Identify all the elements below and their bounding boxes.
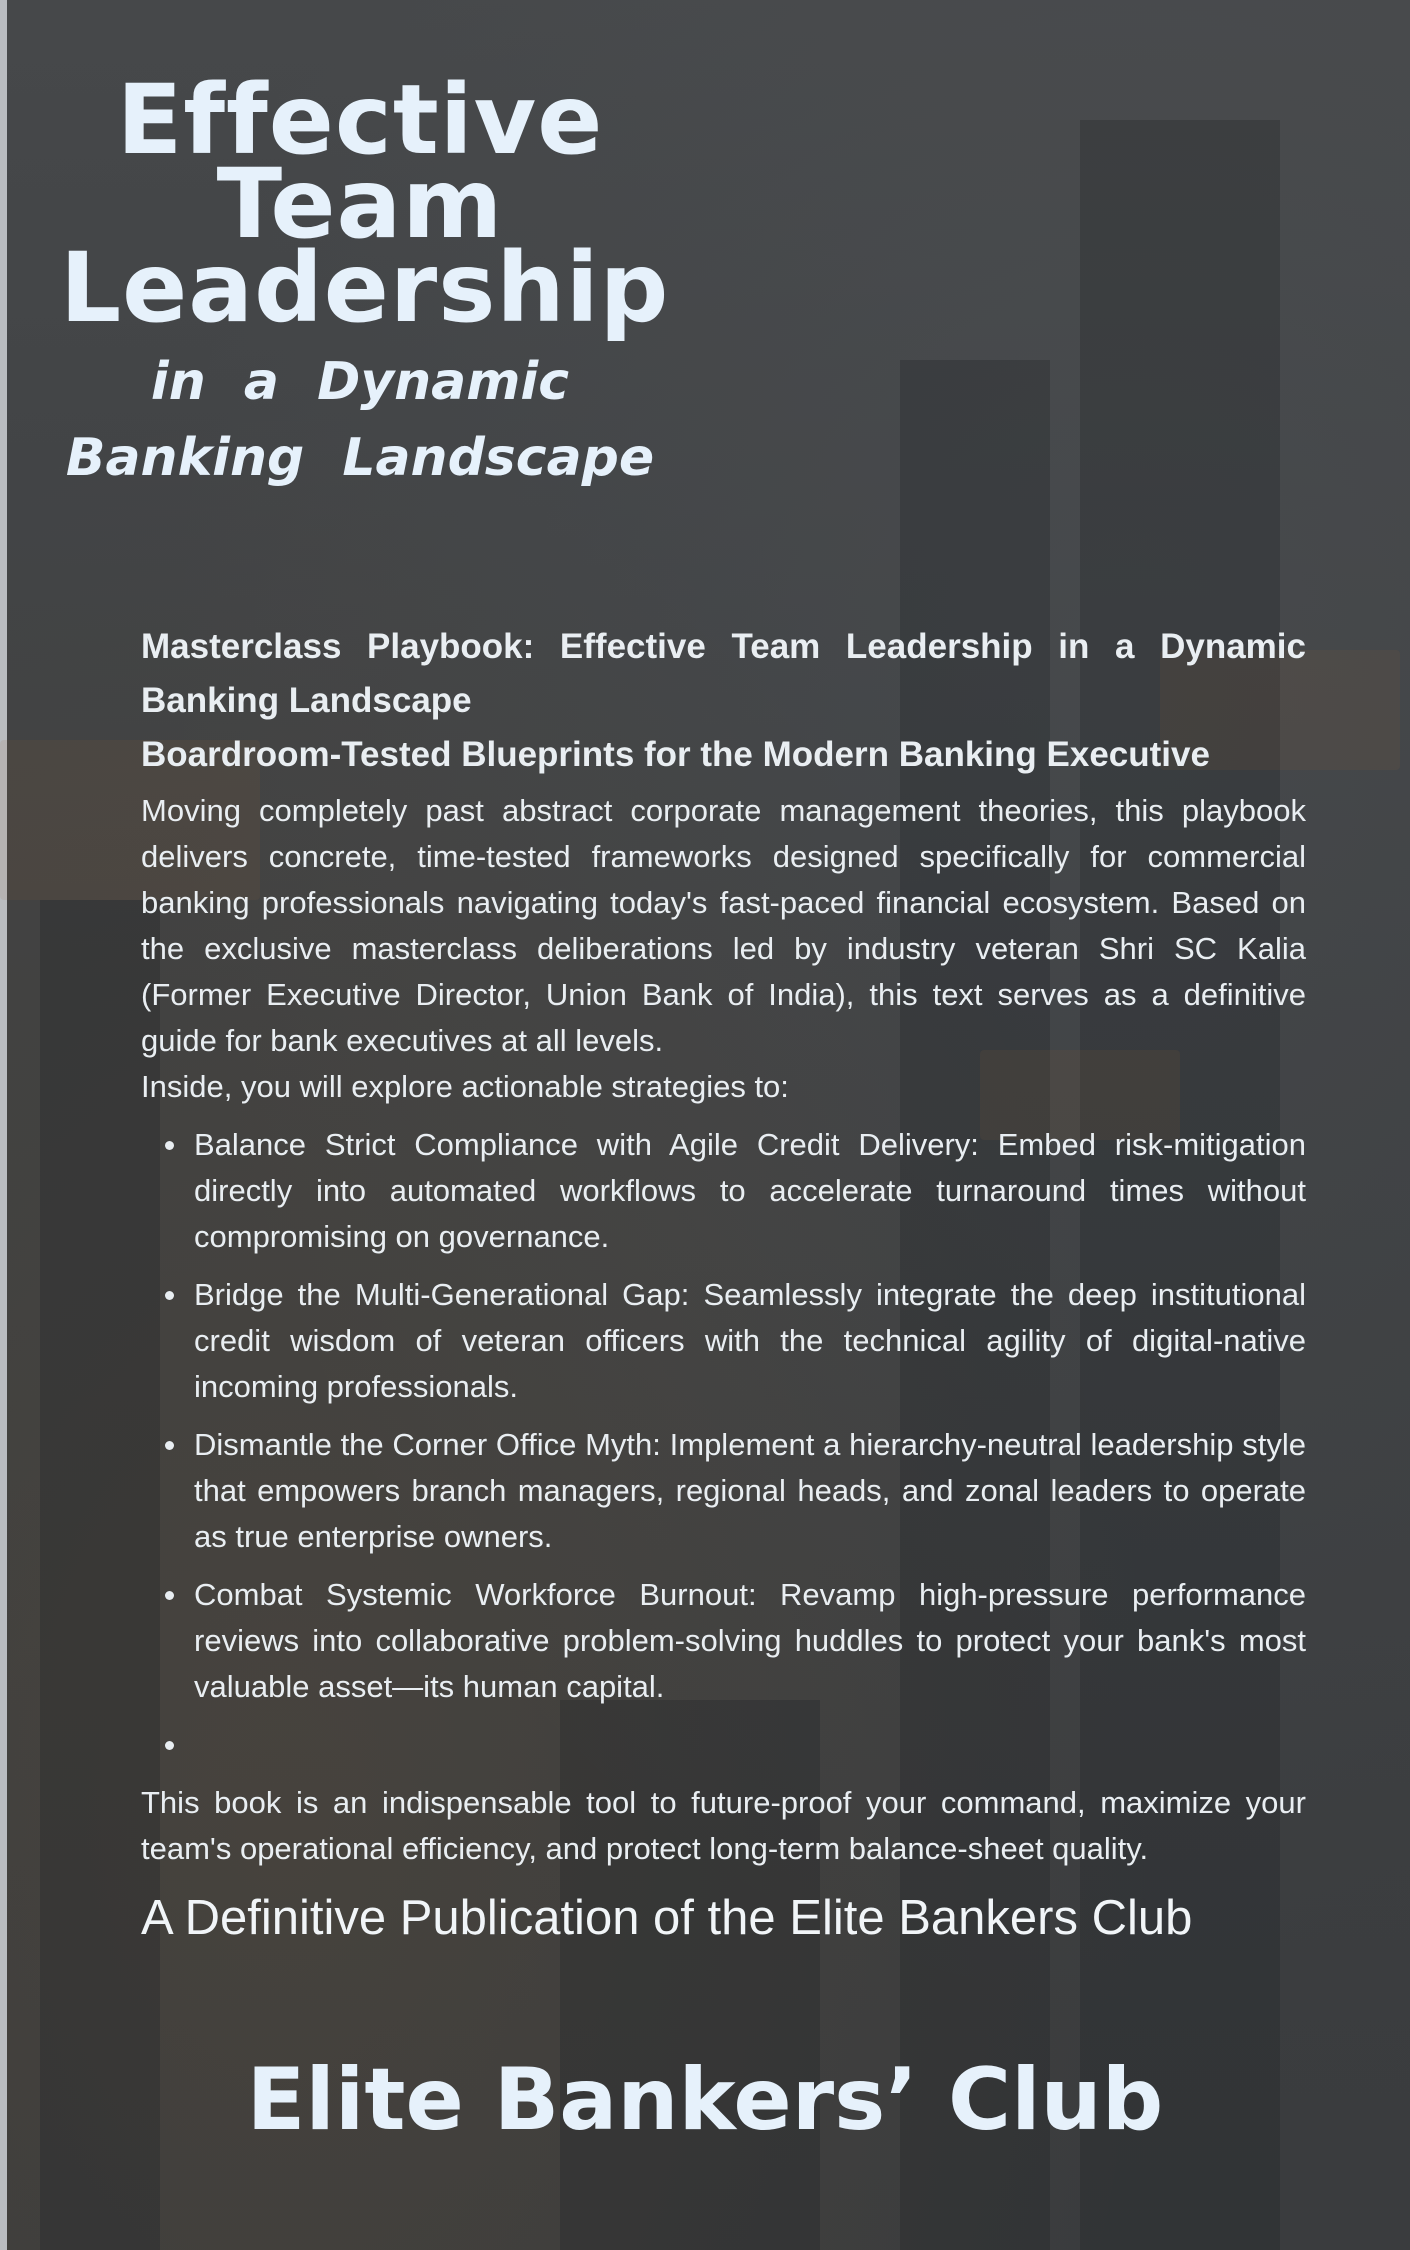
list-item [141,1122,1306,1260]
blurb-intro: Moving completely past abstract corporate management theories, this playbook delivers concrete, time-tested frameworks designed specifically for commercial banking professionals navigating today's fast-paced financial ecosystem. Based on the exclusive masterclass deliberations led by industry veteran Shri SC Kalia (Former Executive Director, Union Bank of India), this text serves as a definitive guide for bank executives at all levels. [141,793,1306,1058]
bullet-icon [165,1441,174,1450]
list-item [141,1422,1306,1560]
bullet-icon [165,1291,174,1300]
spine-edge [0,0,7,2250]
list-item-text: Dismantle the Corner Office Myth: Implement a hierarchy-neutral leadership style that empowers branch managers, regional heads, and zonal leaders to operate as true enterprise owners. [194,1427,1306,1554]
list-item [141,1572,1306,1710]
blurb-closing: This book is an indispensable tool to future-proof your command, maximize your team's operational efficiency, and protect long-term balance-sheet quality. [141,1785,1306,1866]
list-item-text: Combat Systemic Workforce Burnout: Revamp high-pressure performance reviews into collaborative problem-solving huddles to protect your bank's most valuable asset—its human capital. [194,1577,1306,1704]
bullet-icon [165,1141,174,1150]
list-item-text: Bridge the Multi-Generational Gap: Seamlessly integrate the deep institutional credit wisdom of veteran officers with the technical agility of digital-native incoming professionals. [194,1277,1306,1404]
bullet-icon [165,1741,174,1750]
bullet-icon [165,1591,174,1600]
strategy-list [141,1122,1306,1768]
back-cover-copy [141,620,1306,1948]
title-line: Leadership [60,232,670,344]
blurb-lead-in: Inside, you will explore actionable strategies to: [141,1069,789,1104]
list-item [141,1722,1306,1768]
list-item [141,1272,1306,1410]
subtitle-line: in a Dynamic [150,352,570,412]
title-line: Effective [116,64,604,176]
list-item-text: Balance Strict Compliance with Agile Credit Delivery: Embed risk-mitigation directly into automated workflows to accelerate turnaround times without compromising on governance. [194,1127,1306,1254]
title-line: Team [216,148,504,260]
subtitle-line: Banking Landscape [65,428,655,488]
publication-line: A Definitive Publication of the Elite Bankers Club [141,1891,1193,1945]
blurb-heading: Masterclass Playbook: Effective Team Leadership in a Dynamic Banking Landscape [141,627,1306,720]
cover-title-block [60,64,670,496]
blurb-subheading: Boardroom-Tested Blueprints for the Modern Banking Executive [141,735,1210,774]
publisher-name: Elite Bankers’ Club [246,2050,1164,2150]
